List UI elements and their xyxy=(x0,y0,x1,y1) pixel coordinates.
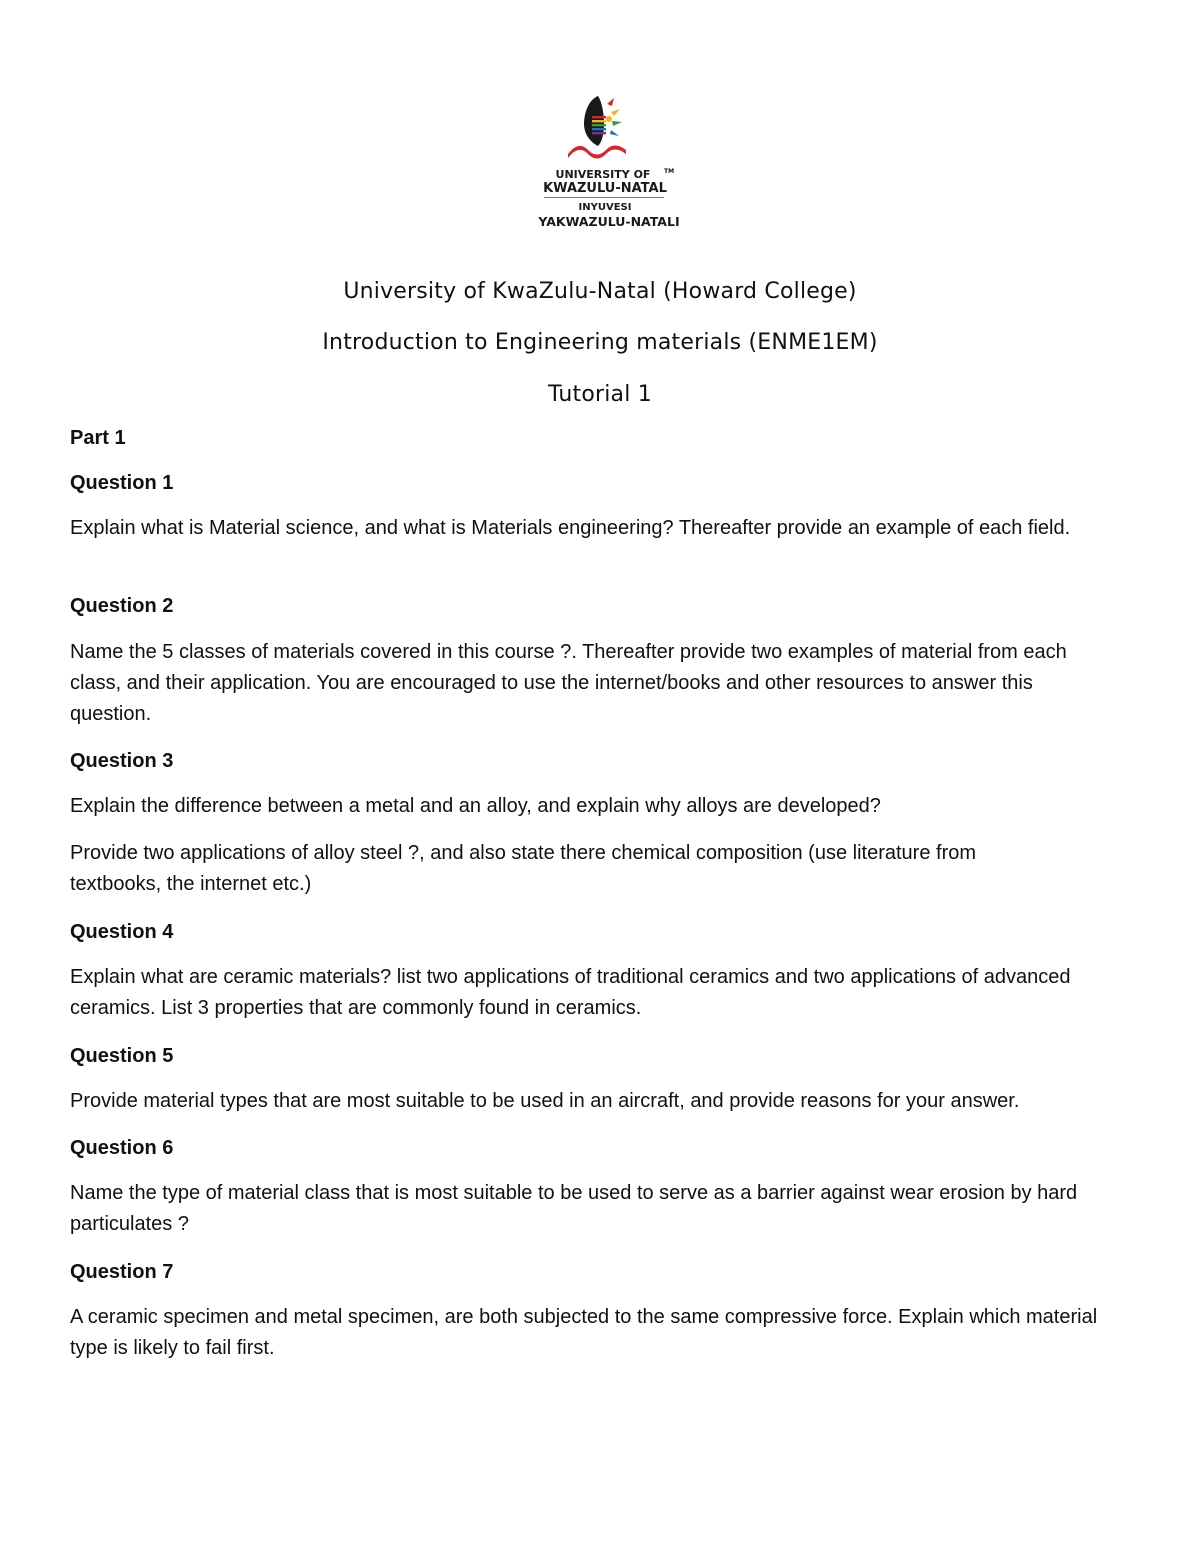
question-7-label: Question 7 xyxy=(70,1261,174,1283)
institution-heading: University of KwaZulu-Natal (Howard College) xyxy=(343,279,857,304)
question-5-text: Provide material types that are most suitable to be used in an aircraft, and provide reasons for your answer. xyxy=(70,1090,1020,1112)
shield-emblem-icon xyxy=(564,92,644,164)
part-label: Part 1 xyxy=(70,427,126,449)
question-5-label: Question 5 xyxy=(70,1045,174,1067)
tutorial-title: Tutorial 1 xyxy=(548,382,652,407)
question-6-label: Question 6 xyxy=(70,1137,174,1159)
logo-text-kwazulu-natal: KWAZULU-NATAL xyxy=(543,181,667,196)
question-4-text: Explain what are ceramic materials? list two applications of traditional ceramics and two applications of advanced ceramics. List 3 properties that are commonly found in ceramics. xyxy=(70,966,1071,1019)
question-3-text-2: Provide two applications of alloy steel ?, and also state there chemical composition (use literature from textbooks, the internet etc.) xyxy=(70,842,977,895)
question-2-label: Question 2 xyxy=(70,595,174,617)
question-7-text: A ceramic specimen and metal specimen, are both subjected to the same compressive force. Explain which material type is likely to fail first. xyxy=(70,1306,1098,1359)
question-3-label: Question 3 xyxy=(70,750,174,772)
question-1-label: Question 1 xyxy=(70,472,174,494)
logo-text-inyuvesi: INYUVESI xyxy=(578,202,632,213)
question-1-text: Explain what is Material science, and what is Materials engineering? Thereafter provide an example of each field. xyxy=(70,517,1071,539)
question-6-text: Name the type of material class that is most suitable to be used to serve as a barrier against wear erosion by hard particulates ? xyxy=(70,1182,1078,1235)
logo-text-university-of: UNIVERSITY OF xyxy=(555,168,651,181)
logo-divider xyxy=(544,197,664,198)
university-logo xyxy=(536,92,686,232)
course-heading: Introduction to Engineering materials (ENME1EM) xyxy=(322,330,878,355)
question-4-label: Question 4 xyxy=(70,921,174,943)
logo-trademark: TM xyxy=(664,168,675,175)
question-2-text: Name the 5 classes of materials covered in this course ?. Thereafter provide two examples of material from each class, and their application. You are encouraged to use the internet/books and other resources to answer this question. xyxy=(70,641,1067,725)
question-3-text-1: Explain the difference between a metal and an alloy, and explain why alloys are developed? xyxy=(70,795,881,817)
logo-text-yakwazulu-natali: YAKWAZULU-NATALI xyxy=(538,214,680,229)
